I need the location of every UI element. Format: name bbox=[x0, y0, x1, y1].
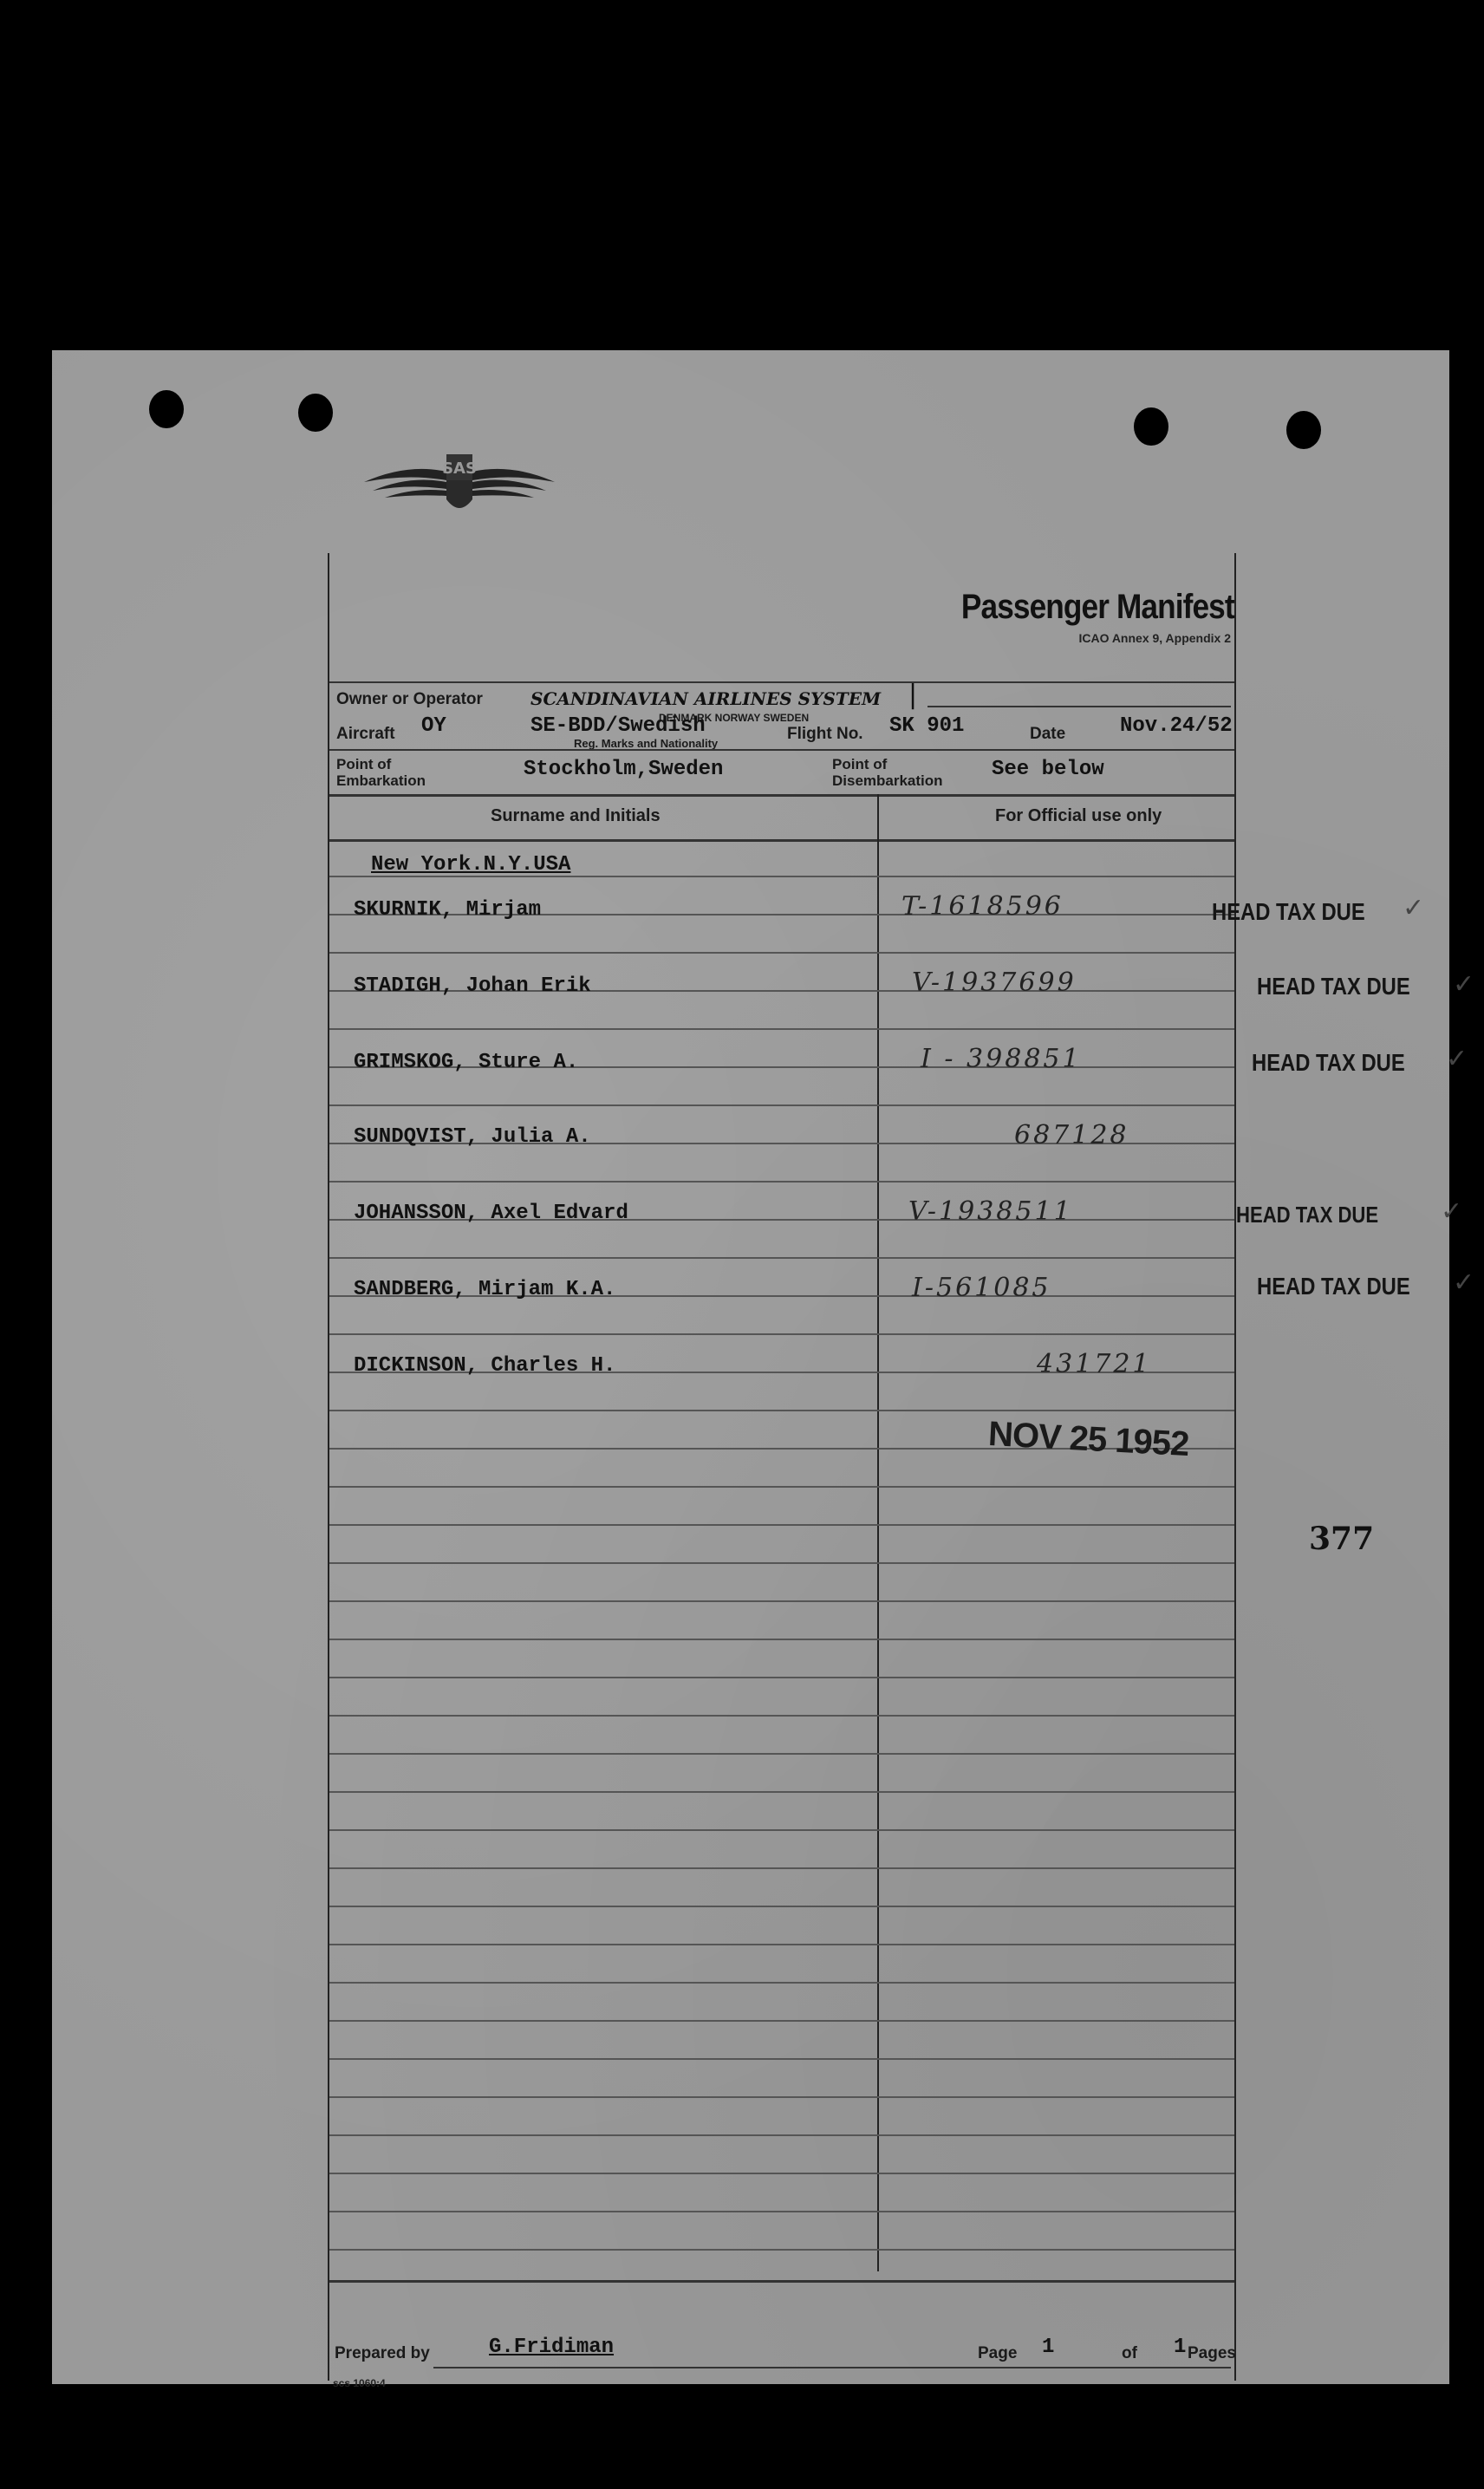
ruled-line bbox=[329, 1257, 1234, 1259]
value-embarkation: Stockholm,Sweden bbox=[524, 758, 724, 781]
value-aircraft-prefix: OY bbox=[421, 714, 446, 738]
ruled-line bbox=[329, 952, 1234, 954]
column-header-surname: Surname and Initials bbox=[491, 806, 661, 825]
check-mark-icon: ✓ bbox=[1446, 1044, 1468, 1074]
passenger-name: SKURNIK, Mirjam bbox=[354, 898, 542, 922]
column-divider bbox=[877, 794, 879, 2271]
form-number: scs 1060:4 bbox=[333, 2377, 386, 2389]
ruled-line bbox=[329, 2020, 1234, 2022]
label-of: of bbox=[1122, 2344, 1137, 2362]
ruled-line bbox=[329, 1791, 1234, 1793]
passenger-name: STADIGH, Johan Erik bbox=[354, 974, 591, 998]
passenger-name: DICKINSON, Charles H. bbox=[354, 1354, 616, 1378]
archive-page-number: 377 bbox=[1309, 1521, 1375, 1557]
ruled-line bbox=[329, 1944, 1234, 1945]
value-of-pages: 1 bbox=[1174, 2336, 1187, 2359]
ruled-line bbox=[329, 2173, 1234, 2174]
value-flight-no: SK 901 bbox=[889, 714, 965, 738]
ruled-line bbox=[329, 1333, 1234, 1335]
ruled-line bbox=[329, 1181, 1234, 1183]
label-flight-no: Flight No. bbox=[787, 725, 863, 743]
label-owner-operator: Owner or Operator bbox=[336, 690, 483, 708]
official-number: I - 398851 bbox=[921, 1044, 1082, 1074]
ruled-line bbox=[329, 2211, 1234, 2212]
ruled-line bbox=[329, 2058, 1234, 2060]
ruled-line bbox=[329, 1867, 1234, 1869]
punch-hole bbox=[298, 394, 333, 432]
official-number: V-1937699 bbox=[912, 968, 1077, 998]
ruled-line bbox=[329, 1753, 1234, 1755]
ruled-line bbox=[329, 1600, 1234, 1602]
value-destination: New York.N.Y.USA bbox=[371, 853, 571, 876]
ruled-line bbox=[329, 1486, 1234, 1488]
airline-wings-logo bbox=[355, 446, 563, 524]
passenger-name: GRIMSKOG, Sture A. bbox=[354, 1051, 579, 1074]
label-embarkation: Point of Embarkation bbox=[336, 756, 426, 789]
manifest-sheet bbox=[52, 350, 1475, 2389]
ruled-line bbox=[329, 1982, 1234, 1984]
label-page: Page bbox=[978, 2344, 1018, 2362]
passenger-name: SUNDQVIST, Julia A. bbox=[354, 1125, 591, 1149]
value-countries: DENMARK NORWAY SWEDEN bbox=[659, 712, 810, 724]
head-tax-stamp: HEAD TAX DUE bbox=[1236, 1202, 1379, 1228]
svg-text:SAS: SAS bbox=[442, 459, 477, 478]
ruled-line bbox=[329, 1524, 1234, 1526]
check-mark-icon: ✓ bbox=[1453, 969, 1475, 1000]
ruled-line bbox=[329, 1829, 1234, 1831]
head-tax-stamp: HEAD TAX DUE bbox=[1257, 1273, 1410, 1300]
official-number: 687128 bbox=[1014, 1120, 1129, 1150]
form-subtitle: ICAO Annex 9, Appendix 2 bbox=[1078, 631, 1231, 645]
label-disembarkation: Point of Disembarkation bbox=[832, 756, 943, 789]
value-disembarkation: See below bbox=[992, 758, 1104, 781]
cursor-mark: | bbox=[908, 680, 918, 710]
passenger-name: JOHANSSON, Axel Edvard bbox=[354, 1202, 628, 1225]
value-date: Nov.24/52 bbox=[1120, 714, 1233, 738]
punch-hole bbox=[149, 390, 184, 428]
label-aircraft: Aircraft bbox=[336, 725, 395, 743]
ruled-line bbox=[329, 1028, 1234, 1030]
value-operator: SCANDINAVIAN AIRLINES SYSTEM bbox=[530, 688, 882, 709]
official-number: V-1938511 bbox=[908, 1196, 1073, 1227]
punch-hole bbox=[1286, 411, 1321, 449]
label-prepared-by: Prepared by bbox=[335, 2344, 430, 2362]
check-mark-icon: ✓ bbox=[1403, 893, 1425, 923]
date-received-stamp: NOV 25 1952 bbox=[987, 1414, 1190, 1464]
ruled-line bbox=[329, 1410, 1234, 1411]
label-reg-marks: Reg. Marks and Nationality bbox=[574, 737, 719, 750]
ruled-line bbox=[329, 1677, 1234, 1678]
head-tax-stamp: HEAD TAX DUE bbox=[1212, 898, 1365, 925]
value-prepared-by: G.Fridiman bbox=[489, 2336, 615, 2359]
passenger-name: SANDBERG, Mirjam K.A. bbox=[354, 1278, 616, 1301]
check-mark-icon: ✓ bbox=[1441, 1196, 1463, 1227]
value-page: 1 bbox=[1042, 2336, 1055, 2359]
official-number: I-561085 bbox=[912, 1273, 1051, 1303]
form-title: Passenger Manifest bbox=[961, 588, 1234, 626]
ruled-line bbox=[329, 1562, 1234, 1564]
ruled-line bbox=[329, 1639, 1234, 1640]
label-pages: Pages bbox=[1188, 2344, 1236, 2362]
label-date: Date bbox=[1030, 725, 1066, 743]
punch-hole bbox=[1134, 407, 1168, 446]
head-tax-stamp: HEAD TAX DUE bbox=[1252, 1049, 1405, 1076]
official-number: 431721 bbox=[1037, 1349, 1152, 1379]
ruled-line bbox=[329, 2249, 1234, 2251]
head-tax-stamp: HEAD TAX DUE bbox=[1257, 973, 1410, 1000]
ruled-line bbox=[329, 1906, 1234, 1907]
column-header-official: For Official use only bbox=[995, 806, 1162, 825]
official-number: T-1618596 bbox=[901, 891, 1064, 922]
ruled-line bbox=[329, 2096, 1234, 2098]
value-aircraft-reg: SE-BDD/Swedish bbox=[530, 714, 706, 738]
ruled-line bbox=[329, 1104, 1234, 1106]
ruled-line bbox=[329, 1715, 1234, 1717]
ruled-line bbox=[329, 2134, 1234, 2136]
check-mark-icon: ✓ bbox=[1453, 1267, 1475, 1298]
